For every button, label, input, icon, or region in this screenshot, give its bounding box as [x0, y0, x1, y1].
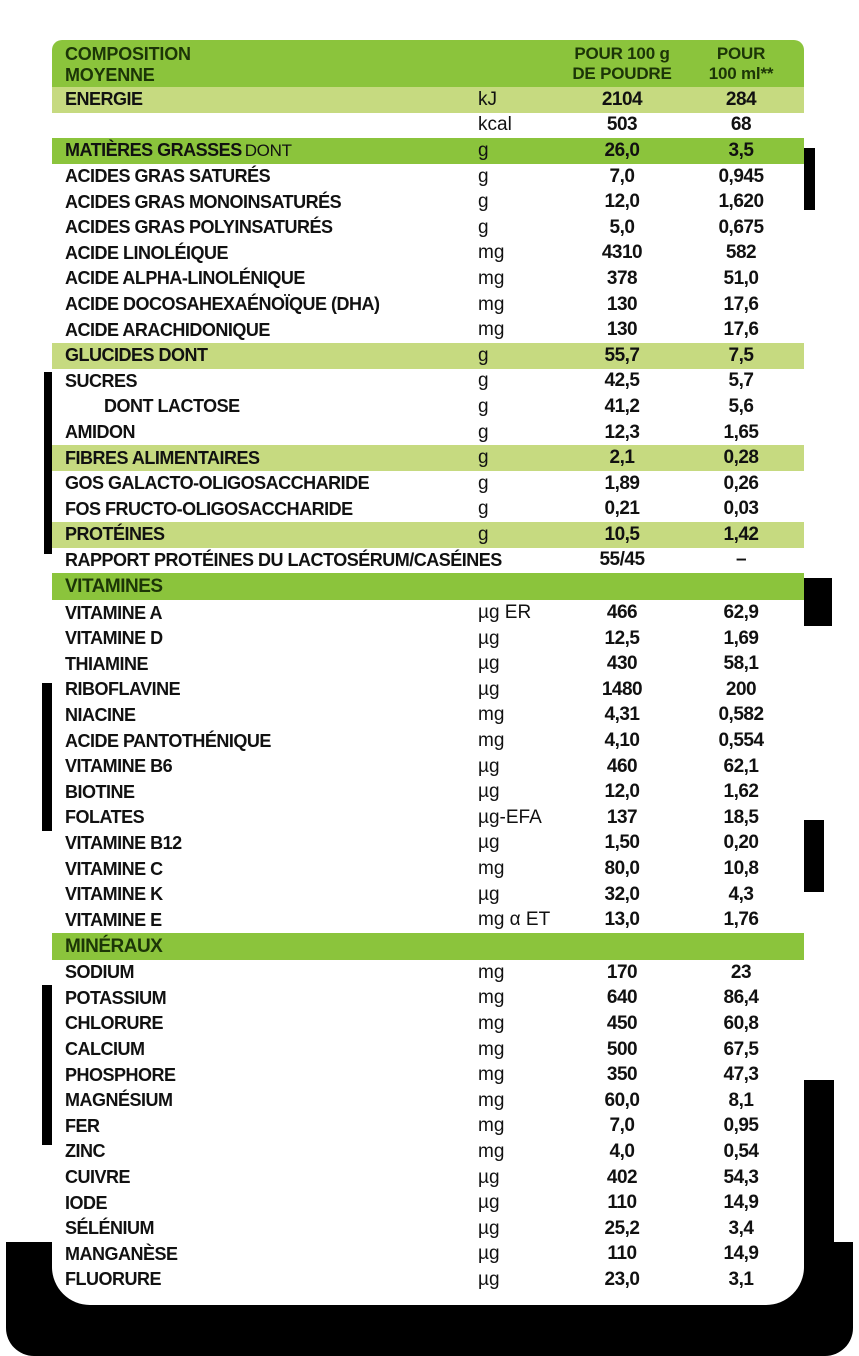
row-label: ZINC [65, 1141, 105, 1162]
row-label-cell [52, 499, 472, 520]
row-label-cell [52, 807, 472, 828]
table-title [52, 44, 472, 85]
row-value-100ml: 0,26 [723, 472, 759, 494]
row-unit: µg [478, 1268, 500, 1290]
row-unit: g [478, 139, 489, 161]
row-value-100ml: 14,9 [723, 1192, 759, 1214]
row-label-cell [52, 243, 472, 264]
row-value-100g: 10,5 [604, 523, 640, 545]
column-header-per-100g: POUR 100 g DE POUDRE [572, 44, 672, 84]
row-label: MINÉRAUX [65, 935, 163, 957]
row-value-100g: 2,1 [609, 447, 635, 469]
row-value-100g: 1,89 [604, 472, 640, 494]
row-label-cell [52, 603, 472, 624]
row-unit: mg [478, 858, 505, 880]
row-label: VITAMINE C [65, 858, 163, 879]
table-row [52, 1139, 804, 1165]
table-row [52, 292, 804, 318]
table-row [52, 445, 804, 471]
row-value-100ml: 86,4 [723, 987, 759, 1009]
row-unit: µg [478, 627, 500, 649]
row-value-100g: 13,0 [604, 909, 640, 931]
row-value-100ml: 14,9 [723, 1243, 759, 1265]
row-value-100ml: 0,554 [718, 730, 764, 752]
row-label: RAPPORT PROTÉINES DU LACTOSÉRUM/CASÉINES [65, 549, 502, 570]
table-row [52, 138, 804, 164]
row-value-100g: 1,50 [604, 832, 640, 854]
row-label-cell [52, 1218, 472, 1239]
row-unit: mg [478, 1140, 505, 1162]
row-value-100ml: 0,945 [718, 165, 764, 187]
row-unit: g [478, 498, 489, 520]
row-label-cell [52, 576, 472, 598]
table-row [52, 215, 804, 241]
table-row [52, 87, 804, 113]
row-label-cell [52, 268, 472, 289]
row-label: VITAMINE B12 [65, 832, 182, 853]
row-value-100ml: 68 [730, 114, 752, 136]
table-row [52, 728, 804, 754]
row-unit: mg [478, 730, 505, 752]
row-value-100g: 640 [606, 987, 638, 1009]
row-label: ACIDE DOCOSAHEXAÉNOÏQUE (DHA) [65, 294, 380, 315]
row-label: FER [65, 1115, 100, 1136]
row-label: FIBRES ALIMENTAIRES [65, 447, 260, 468]
table-row [52, 522, 804, 548]
table-row [52, 1267, 804, 1293]
row-unit: g [478, 370, 489, 392]
table-row [52, 1242, 804, 1268]
row-label-cell [52, 1193, 472, 1214]
row-label: ACIDES GRAS MONOINSATURÉS [65, 191, 342, 212]
table-row [52, 831, 804, 857]
row-value-100ml: 5,6 [728, 395, 754, 417]
table-row [52, 1037, 804, 1063]
row-label-cell [52, 140, 472, 161]
row-unit: mg α ET [478, 909, 551, 931]
row-unit: g [478, 472, 489, 494]
row-unit: µg-EFA [478, 806, 542, 828]
table-row [52, 189, 804, 215]
row-value-100g: 460 [606, 755, 638, 777]
row-value-100g: 430 [606, 653, 638, 675]
row-label: VITAMINE B6 [65, 756, 173, 777]
row-unit: mg [478, 242, 505, 264]
row-value-100g: 503 [606, 114, 638, 136]
row-unit: g [478, 447, 489, 469]
table-body [52, 87, 804, 1293]
row-unit: µg [478, 1166, 500, 1188]
row-value-100ml: 23 [730, 961, 752, 983]
row-unit: µg [478, 781, 500, 803]
row-value-100ml: 1,69 [723, 627, 759, 649]
row-label-cell [52, 1116, 472, 1137]
row-value-100ml: 58,1 [723, 653, 759, 675]
row-unit: kcal [478, 114, 512, 136]
row-value-100ml: 3,4 [728, 1217, 754, 1239]
row-value-100ml: 51,0 [723, 267, 759, 289]
row-label-cell [52, 166, 472, 187]
row-value-100ml: 18,5 [723, 806, 759, 828]
table-row [52, 703, 804, 729]
row-label: ENERGIE [65, 89, 143, 110]
row-label: FLUORURE [65, 1269, 161, 1290]
row-unit: kJ [478, 88, 497, 110]
row-value-100g: 12,5 [604, 627, 640, 649]
row-label: VITAMINE K [65, 884, 163, 905]
row-unit: mg [478, 1064, 505, 1086]
row-unit: mg [478, 704, 505, 726]
row-label-cell [52, 731, 472, 752]
table-row [52, 856, 804, 882]
row-value-100ml: 0,20 [723, 832, 759, 854]
row-value-100g: 12,3 [604, 421, 640, 443]
row-label-cell [52, 422, 472, 443]
row-label-cell [52, 89, 472, 110]
row-value-100g: 0,21 [604, 498, 640, 520]
table-row [52, 573, 804, 600]
row-value-100g: 110 [607, 1243, 637, 1265]
row-label: VITAMINES [65, 575, 163, 597]
row-label-cell [52, 705, 472, 726]
table-row [52, 394, 804, 420]
table-row [52, 1114, 804, 1140]
row-value-100ml: 0,582 [718, 704, 764, 726]
row-value-100ml: 0,03 [723, 498, 759, 520]
row-value-100g: 23,0 [604, 1268, 640, 1290]
row-value-100ml: 3,5 [728, 139, 754, 161]
row-value-100g: 60,0 [604, 1089, 640, 1111]
table-row [52, 113, 804, 139]
table-row [52, 369, 804, 395]
row-unit: mg [478, 293, 505, 315]
row-label: PHOSPHORE [65, 1064, 176, 1085]
table-row [52, 600, 804, 626]
row-unit: g [478, 165, 489, 187]
row-label: ACIDES GRAS SATURÉS [65, 166, 271, 187]
row-value-100ml: 1,620 [718, 191, 764, 213]
row-unit: g [478, 421, 489, 443]
row-unit: µg ER [478, 602, 532, 624]
row-unit: mg [478, 267, 505, 289]
row-value-100ml: 1,42 [723, 523, 759, 545]
row-unit: g [478, 395, 489, 417]
row-value-100ml: 3,1 [728, 1268, 754, 1290]
row-label: FOLATES [65, 807, 145, 828]
table-row [52, 933, 804, 960]
row-label: GOS GALACTO-OLIGOSACCHARIDE [65, 473, 370, 494]
row-value-100g: 4,31 [604, 704, 640, 726]
row-value-100ml: 284 [725, 88, 757, 110]
row-value-100g: 32,0 [604, 883, 640, 905]
row-label-cell [52, 628, 472, 649]
row-label: SÉLÉNIUM [65, 1218, 155, 1239]
row-label: ACIDE PANTOTHÉNIQUE [65, 730, 271, 751]
row-unit: mg [478, 319, 505, 341]
table-row [52, 1011, 804, 1037]
row-label-cell [52, 1269, 472, 1290]
row-label: ACIDE LINOLÉIQUE [65, 242, 229, 263]
row-value-100ml: 17,6 [723, 293, 759, 315]
row-label: PROTÉINES [65, 524, 165, 545]
row-value-100g: 500 [606, 1038, 638, 1060]
row-label-cell [52, 1244, 472, 1265]
table-row [52, 779, 804, 805]
row-value-100g: 130 [606, 319, 638, 341]
table-row [52, 986, 804, 1012]
table-row [52, 241, 804, 267]
row-unit: mg [478, 987, 505, 1009]
row-unit: µg [478, 678, 500, 700]
row-value-100g: 41,2 [604, 395, 640, 417]
row-value-100ml: 60,8 [723, 1012, 759, 1034]
row-unit: mg [478, 1115, 505, 1137]
table-row [52, 343, 804, 369]
row-label-cell [52, 1090, 472, 1111]
row-label: BIOTINE [65, 781, 135, 802]
row-value-100ml: 0,675 [718, 216, 764, 238]
row-label-cell [52, 910, 472, 931]
column-header-per-100ml: POUR 100 ml** [708, 44, 774, 84]
row-label: IODE [65, 1192, 108, 1213]
row-value-100ml: 62,9 [723, 602, 759, 624]
row-label: MATIÈRES GRASSES [65, 140, 242, 161]
row-value-100ml: 200 [725, 678, 757, 700]
row-value-100g: 170 [606, 961, 638, 983]
row-unit: g [478, 216, 489, 238]
row-label: THIAMINE [65, 653, 148, 674]
row-label-cell [52, 654, 472, 675]
table-row [52, 164, 804, 190]
table-header [52, 40, 804, 87]
table-row [52, 1216, 804, 1242]
table-row [52, 754, 804, 780]
row-unit: µg [478, 1192, 500, 1214]
row-label: POTASSIUM [65, 987, 167, 1008]
row-unit: g [478, 344, 489, 366]
row-value-100g: 4,0 [609, 1140, 635, 1162]
row-label-cell [52, 473, 472, 494]
row-value-100ml: – [735, 549, 747, 571]
row-label-cell [52, 1013, 472, 1034]
row-label-cell [52, 859, 472, 880]
row-unit: g [478, 523, 489, 545]
row-unit: µg [478, 1217, 500, 1239]
row-value-100ml: 1,65 [723, 421, 759, 443]
table-row [52, 1190, 804, 1216]
row-value-100ml: 62,1 [723, 755, 759, 777]
row-value-100ml: 67,5 [723, 1038, 759, 1060]
table-row [52, 1165, 804, 1191]
row-label-cell [52, 936, 472, 958]
photo-edge-artifact [804, 578, 832, 626]
row-value-100g: 110 [607, 1192, 637, 1214]
table-row [52, 882, 804, 908]
row-value-100ml: 10,8 [723, 858, 759, 880]
row-value-100g: 55/45 [599, 549, 645, 571]
row-label-cell [52, 988, 472, 1009]
row-label: MANGANÈSE [65, 1243, 178, 1264]
row-label: SODIUM [65, 962, 134, 983]
row-value-100ml: 7,5 [728, 344, 754, 366]
table-row [52, 651, 804, 677]
row-value-100ml: 0,54 [723, 1140, 759, 1162]
row-label-cell [52, 217, 472, 238]
row-value-100ml: 54,3 [723, 1166, 759, 1188]
row-value-100g: 350 [606, 1064, 638, 1086]
row-label-suffix: DONT [244, 141, 292, 161]
row-label-cell [52, 833, 472, 854]
row-value-100ml: 0,95 [723, 1115, 759, 1137]
row-value-100g: 55,7 [604, 344, 640, 366]
row-label: VITAMINE E [65, 909, 162, 930]
row-label-cell [52, 396, 472, 417]
row-value-100g: 1480 [601, 678, 643, 700]
composition-table [52, 40, 804, 1305]
table-row [52, 266, 804, 292]
row-value-100g: 4,10 [604, 730, 640, 752]
row-label-cell [52, 549, 502, 571]
table-title-line1: COMPOSITION [65, 44, 191, 64]
table-row [52, 548, 804, 574]
row-label: CUIVRE [65, 1167, 131, 1188]
row-value-100g: 402 [606, 1166, 638, 1188]
row-value-100g: 80,0 [604, 858, 640, 880]
row-value-100g: 12,0 [604, 781, 640, 803]
row-value-100ml: 0,28 [723, 447, 759, 469]
row-unit: µg [478, 832, 500, 854]
row-label-cell [52, 1167, 472, 1188]
row-unit: mg [478, 961, 505, 983]
row-label-cell [52, 371, 472, 392]
row-value-100ml: 1,76 [723, 909, 759, 931]
row-unit: µg [478, 883, 500, 905]
row-label-cell [52, 756, 472, 777]
row-label: FOS FRUCTO-OLIGOSACCHARIDE [65, 498, 353, 519]
row-label-cell [52, 294, 472, 315]
row-value-100g: 378 [606, 267, 638, 289]
row-value-100g: 25,2 [604, 1217, 640, 1239]
row-label: MAGNÉSIUM [65, 1090, 173, 1111]
row-value-100g: 42,5 [604, 370, 640, 392]
table-row [52, 907, 804, 933]
table-row [52, 497, 804, 523]
photo-edge-artifact [802, 1080, 834, 1248]
row-label-cell [52, 345, 472, 366]
row-label: NIACINE [65, 704, 136, 725]
table-row [52, 317, 804, 343]
row-label: DONT LACTOSE [104, 396, 240, 417]
row-label-cell [52, 448, 472, 469]
table-row [52, 471, 804, 497]
row-value-100g: 2104 [601, 88, 643, 110]
row-label: CHLORURE [65, 1013, 163, 1034]
row-label: GLUCIDES DONT [65, 345, 208, 366]
row-label-cell [52, 782, 472, 803]
table-row [52, 1062, 804, 1088]
table-title-line2: MOYENNE [65, 64, 155, 85]
row-label: ACIDE ALPHA-LINOLÉNIQUE [65, 268, 305, 289]
row-value-100g: 466 [606, 602, 638, 624]
row-unit: g [478, 191, 489, 213]
row-value-100ml: 47,3 [723, 1064, 759, 1086]
row-unit: mg [478, 1089, 505, 1111]
photo-edge-artifact [804, 820, 824, 892]
row-value-100ml: 5,7 [728, 370, 754, 392]
row-value-100ml: 582 [725, 242, 757, 264]
row-unit: mg [478, 1038, 505, 1060]
row-value-100g: 137 [606, 806, 638, 828]
row-label-cell [52, 1039, 472, 1060]
table-row [52, 626, 804, 652]
row-value-100ml: 8,1 [728, 1089, 754, 1111]
row-label-cell [52, 115, 472, 136]
row-value-100g: 7,0 [609, 1115, 635, 1137]
row-value-100ml: 17,6 [723, 319, 759, 341]
row-value-100g: 130 [606, 293, 638, 315]
row-value-100g: 450 [606, 1012, 638, 1034]
table-row [52, 1088, 804, 1114]
table-row [52, 677, 804, 703]
row-value-100g: 7,0 [609, 165, 635, 187]
row-label-cell [52, 1141, 472, 1162]
row-value-100g: 5,0 [609, 216, 635, 238]
row-value-100ml: 1,62 [723, 781, 759, 803]
row-label-cell [52, 320, 472, 341]
table-row [52, 805, 804, 831]
row-label-cell [52, 192, 472, 213]
row-label: VITAMINE A [65, 602, 162, 623]
row-unit: µg [478, 653, 500, 675]
row-label: CALCIUM [65, 1039, 145, 1060]
row-unit: µg [478, 755, 500, 777]
row-label-cell [52, 679, 472, 700]
row-label: RIBOFLAVINE [65, 679, 181, 700]
row-label-cell [52, 524, 472, 545]
row-label: SUCRES [65, 370, 138, 391]
row-label-cell [52, 962, 472, 983]
row-value-100g: 26,0 [604, 139, 640, 161]
row-value-100ml: 4,3 [728, 883, 754, 905]
row-unit: µg [478, 1243, 500, 1265]
row-label: VITAMINE D [65, 628, 163, 649]
row-label: AMIDON [65, 422, 135, 443]
table-row [52, 420, 804, 446]
row-label: ACIDES GRAS POLYINSATURÉS [65, 217, 333, 238]
row-value-100g: 12,0 [604, 191, 640, 213]
row-label-cell [52, 884, 472, 905]
row-label: ACIDE ARACHIDONIQUE [65, 319, 270, 340]
row-unit: mg [478, 1012, 505, 1034]
row-label-cell [52, 1065, 472, 1086]
row-value-100g: 4310 [601, 242, 643, 264]
table-row [52, 960, 804, 986]
